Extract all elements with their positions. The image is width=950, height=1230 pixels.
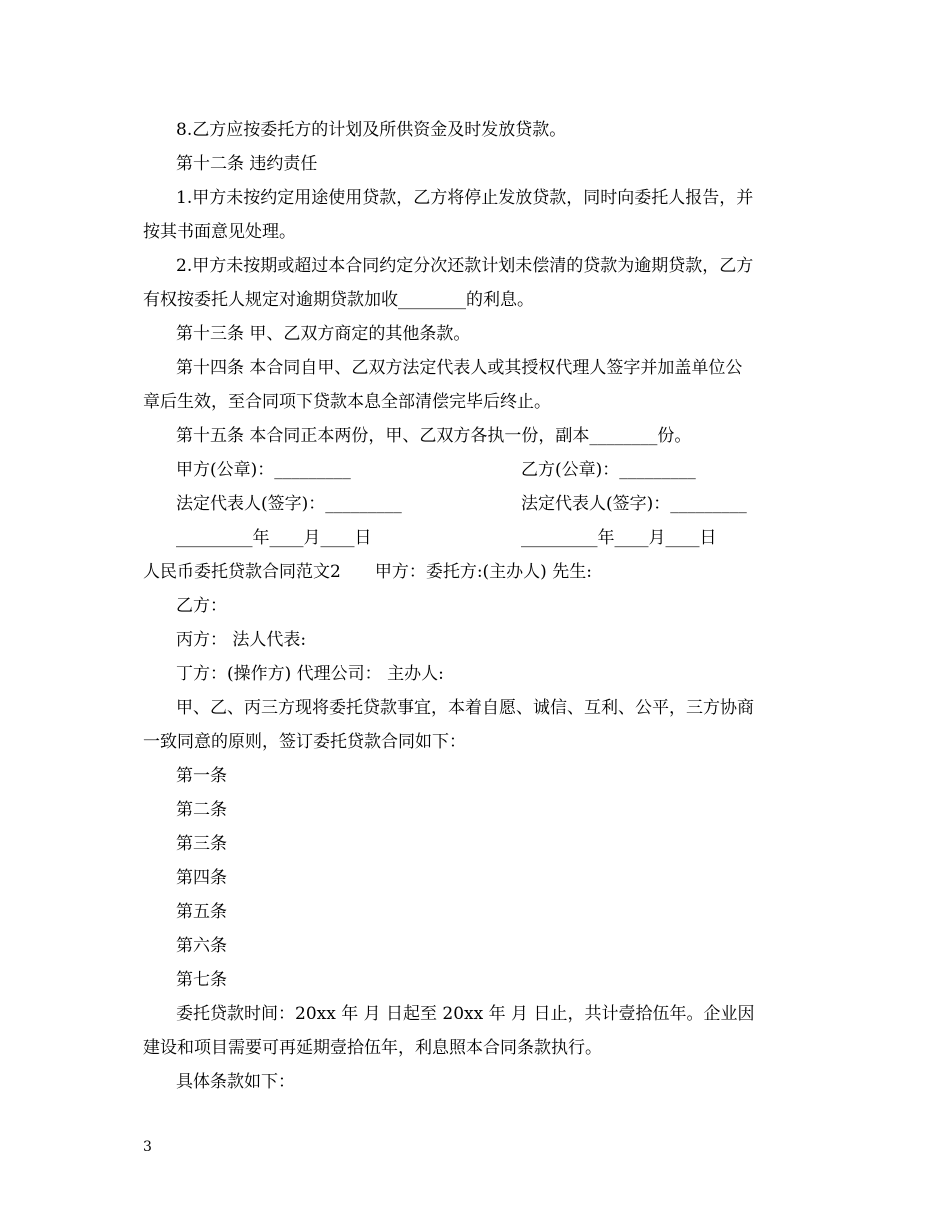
paragraph-line: 8.乙方应按委托方的计划及所供资金及时发放贷款。 bbox=[176, 120, 567, 140]
paragraph-line: 第十五条 本合同正本两份，甲、乙双方各执一份，副本________份。 bbox=[176, 426, 692, 446]
paragraph-line: 第十四条 本合同自甲、乙双方法定代表人或其授权代理人签字并加盖单位公 bbox=[176, 358, 743, 378]
paragraph-line: 建设和项目需要可再延期壹拾伍年，利息照本合同条款执行。 bbox=[143, 1038, 602, 1058]
paragraph-line: 1.甲方未按约定用途使用贷款，乙方将停止发放贷款，同时向委托人报告，并 bbox=[176, 188, 754, 208]
party-line: 丙方： 法人代表: bbox=[176, 630, 307, 650]
page-number: 3 bbox=[143, 1139, 152, 1155]
paragraph-line: 有权按委托人规定对逾期贷款加收________的利息。 bbox=[143, 290, 534, 310]
section-heading: 第十三条 甲、乙双方商定的其他条款。 bbox=[176, 324, 471, 344]
article-item: 第六条 bbox=[176, 936, 227, 956]
signature-party-b: 乙方(公章)：_________ bbox=[521, 460, 696, 480]
paragraph-line: 一致同意的原则，签订委托贷款合同如下： bbox=[143, 732, 466, 752]
paragraph-line: 章后生效，至合同项下贷款本息全部清偿完毕后终止。 bbox=[143, 392, 551, 412]
article-item: 第一条 bbox=[176, 766, 227, 786]
article-item: 第四条 bbox=[176, 868, 227, 888]
paragraph-line: 甲、乙、丙三方现将委托贷款事宜，本着自愿、诚信、互利、公平，三方协商 bbox=[176, 698, 754, 718]
article-item: 第二条 bbox=[176, 800, 227, 820]
signature-rep-b: 法定代表人(签字)：_________ bbox=[521, 494, 747, 514]
article-item: 第七条 bbox=[176, 970, 227, 990]
signature-date-a: _________年____月____日 bbox=[176, 528, 372, 548]
signature-rep-a: 法定代表人(签字)：_________ bbox=[176, 494, 402, 514]
party-line: 乙方： bbox=[176, 596, 227, 616]
signature-party-a: 甲方(公章)：_________ bbox=[176, 460, 351, 480]
paragraph-line: 委托贷款时间：20xx 年 月 日起至 20xx 年 月 日止，共计壹拾伍年。企业因 bbox=[176, 1004, 755, 1024]
party-line: 丁方：(操作方) 代理公司： 主办人: bbox=[176, 664, 444, 684]
document-subtitle: 人民币委托贷款合同范文2 甲方：委托方:(主办人) 先生: bbox=[143, 562, 592, 582]
section-heading: 第十二条 违约责任 bbox=[176, 154, 318, 174]
article-item: 第五条 bbox=[176, 902, 227, 922]
paragraph-line: 具体条款如下： bbox=[176, 1072, 295, 1092]
article-item: 第三条 bbox=[176, 834, 227, 854]
signature-date-b: _________年____月____日 bbox=[521, 528, 717, 548]
paragraph-line: 按其书面意见处理。 bbox=[143, 222, 296, 242]
paragraph-line: 2.甲方未按期或超过本合同约定分次还款计划未偿清的贷款为逾期贷款，乙方 bbox=[176, 256, 754, 276]
